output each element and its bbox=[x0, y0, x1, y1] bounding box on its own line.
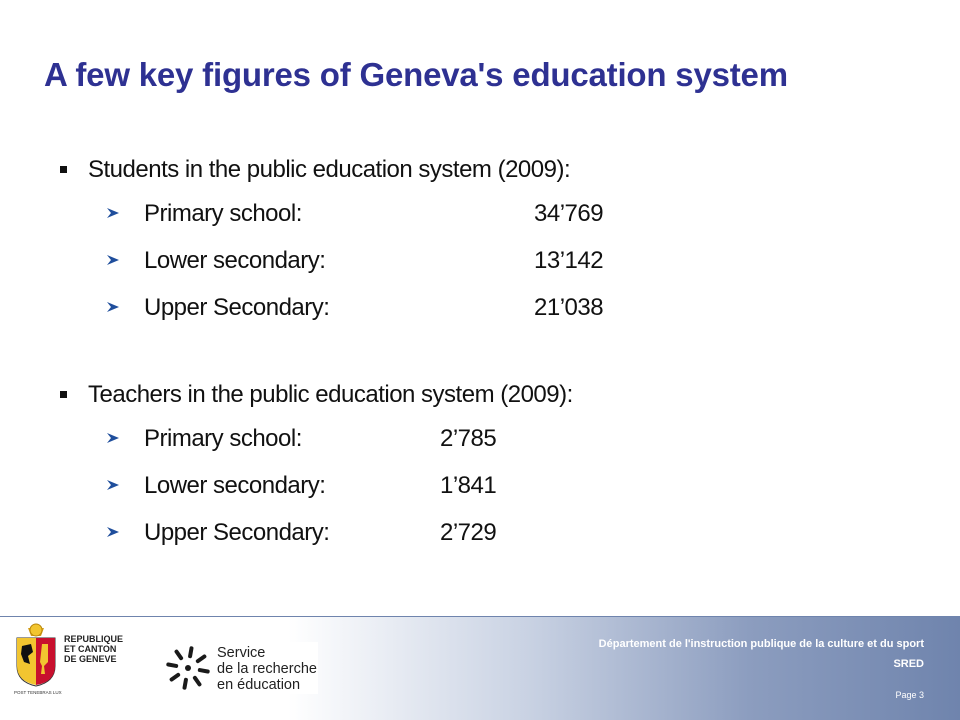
square-bullet-icon bbox=[60, 391, 67, 398]
arrow-bullet-icon bbox=[106, 431, 120, 445]
arrow-bullet-icon bbox=[106, 300, 120, 314]
list-item bbox=[60, 190, 920, 237]
students-heading-row bbox=[60, 150, 920, 190]
students-section bbox=[60, 150, 920, 331]
teachers-heading-row bbox=[60, 375, 920, 415]
item-value: 2’785 bbox=[440, 425, 497, 452]
item-value: 2’729 bbox=[440, 519, 497, 546]
item-label: Lower secondary: bbox=[144, 247, 326, 274]
geneva-coat-of-arms-icon bbox=[14, 622, 58, 688]
students-heading: Students in the public education system (2009): bbox=[88, 156, 571, 183]
arrow-bullet-icon bbox=[106, 478, 120, 492]
teachers-section bbox=[60, 375, 920, 556]
department-name: Département de l'instruction publique de la culture et du sport bbox=[598, 638, 924, 650]
canton-logo-text: REPUBLIQUE ET CANTON DE GENEVE bbox=[64, 634, 124, 664]
list-item bbox=[60, 237, 920, 284]
item-label: Primary school: bbox=[144, 425, 302, 452]
item-label: Primary school: bbox=[144, 200, 302, 227]
item-label: Lower secondary: bbox=[144, 472, 326, 499]
arrow-bullet-icon bbox=[106, 525, 120, 539]
list-item bbox=[60, 415, 920, 462]
footer-divider bbox=[0, 616, 960, 617]
arrow-bullet-icon bbox=[106, 206, 120, 220]
item-value: 34’769 bbox=[534, 200, 604, 227]
item-value: 13’142 bbox=[534, 247, 604, 274]
teachers-heading: Teachers in the public education system (2009): bbox=[88, 381, 573, 408]
item-value: 1’841 bbox=[440, 472, 497, 499]
footer-bar bbox=[0, 616, 960, 720]
page-number: Page 3 bbox=[895, 690, 924, 700]
item-value: 21’038 bbox=[534, 294, 604, 321]
canton-motto: POST TENEBRAS LUX bbox=[14, 690, 62, 695]
unit-name: SRED bbox=[893, 658, 924, 670]
list-item bbox=[60, 284, 920, 331]
sred-logo bbox=[161, 642, 318, 694]
list-item bbox=[60, 509, 920, 556]
canton-geneve-logo bbox=[10, 620, 124, 702]
slide-title: A few key figures of Geneva's education system bbox=[44, 56, 788, 93]
arrow-bullet-icon bbox=[106, 253, 120, 267]
sred-star-icon bbox=[164, 644, 212, 692]
sred-logo-text: Service de la recherche en éducation bbox=[217, 645, 317, 693]
list-item bbox=[60, 462, 920, 509]
item-label: Upper Secondary: bbox=[144, 294, 330, 321]
square-bullet-icon bbox=[60, 166, 67, 173]
item-label: Upper Secondary: bbox=[144, 519, 330, 546]
